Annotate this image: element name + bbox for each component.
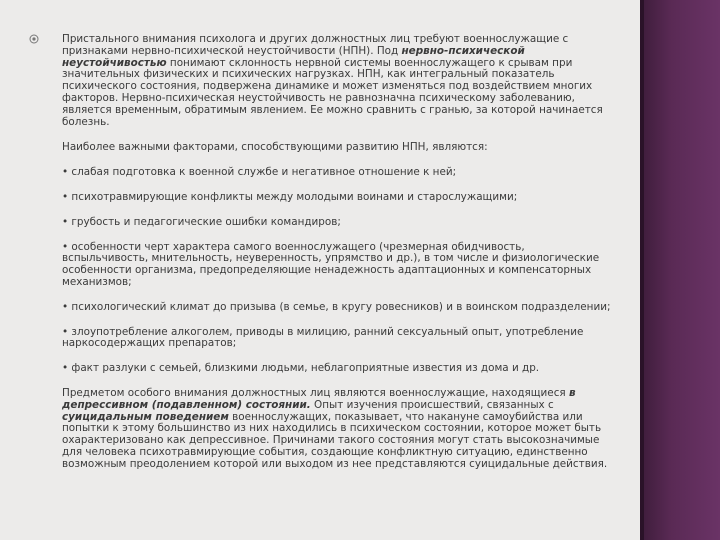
intro-text-c: понимают склонность нервной системы военнослужащего к срывам при значительных физических и психических нагрузках. НПН, как интегральный показатель психического состояния, подвержена динамике и может изменяться под воздействием многих факторов. Нервно-психическая неустойчивость не равнозначна психическому заболеванию, является временным, обратимым явлением. Ее можно сравнить с гранью, за которой начинается болезнь.	[62, 56, 603, 128]
factor-item-3: • грубость и педагогические ошибки командиров;	[62, 215, 341, 228]
intro-text-a: Пристального внимания психолога и других должностных лиц требуют военнослужащие с признаками нервно-психической неустойчивости (НПН). Под	[62, 33, 569, 57]
factor-item-6: • злоупотребление алкоголем, приводы в милицию, ранний сексуальный опыт, употребление наркосодержащих препаратов;	[62, 325, 584, 350]
closing-term-suicidal: суицидальным поведением	[62, 410, 229, 423]
factor-item-1: • слабая подготовка к военной службе и негативное отношение к ней;	[62, 166, 457, 179]
closing-text-a: Предметом особого внимания должностных лиц являются военнослужащие, находящиеся	[62, 386, 569, 399]
factor-item-2: • психотравмирующие конфликты между молодыми воинами и старослужащими;	[62, 190, 518, 203]
decorative-side-panel	[640, 0, 720, 540]
target-circle-icon	[29, 34, 39, 44]
intro-paragraph	[62, 34, 614, 128]
closing-paragraph	[62, 388, 614, 471]
factors-heading: Наиболее важными факторами, способствующими развитию НПН, являются:	[62, 141, 488, 154]
closing-text-c: Опыт изучения происшествий, связанных с	[310, 398, 554, 411]
factor-item-4: • особенности черт характера самого военнослужащего (чрезмерная обидчивость, вспыльчивость, мнительность, неуверенность, упрямство и др.), в том числе и физиологические особенности организма, предопределяющие ненадежность адаптационных и компенсаторных механизмов;	[62, 240, 600, 288]
side-panel-stripe	[640, 0, 644, 540]
slide-text-body	[62, 34, 614, 471]
closing-text-e: военнослужащих, показывает, что накануне самоубийства или попытки к этому большинство из них находились в психическом состоянии, которое может быть охарактеризовано как депрессивное. Причинами такого состояния могут стать высокозначимые для человека психотравмирующие события, создающие конфликтную ситуацию, единственно возможным преодолением которой или выходом из нее представляются суицидальные действия.	[62, 410, 608, 470]
closing-term-depressive: в депрессивном (подавленном) состоянии.	[62, 386, 576, 411]
intro-term-npn: нервно-психической неустойчивостью	[62, 44, 525, 69]
factor-item-5: • психологический климат до призыва (в семье, в кругу ровесников) и в воинском подразделении;	[62, 300, 611, 313]
factor-item-7: • факт разлуки с семьей, близкими людьми, неблагоприятные известия из дома и др.	[62, 362, 540, 375]
